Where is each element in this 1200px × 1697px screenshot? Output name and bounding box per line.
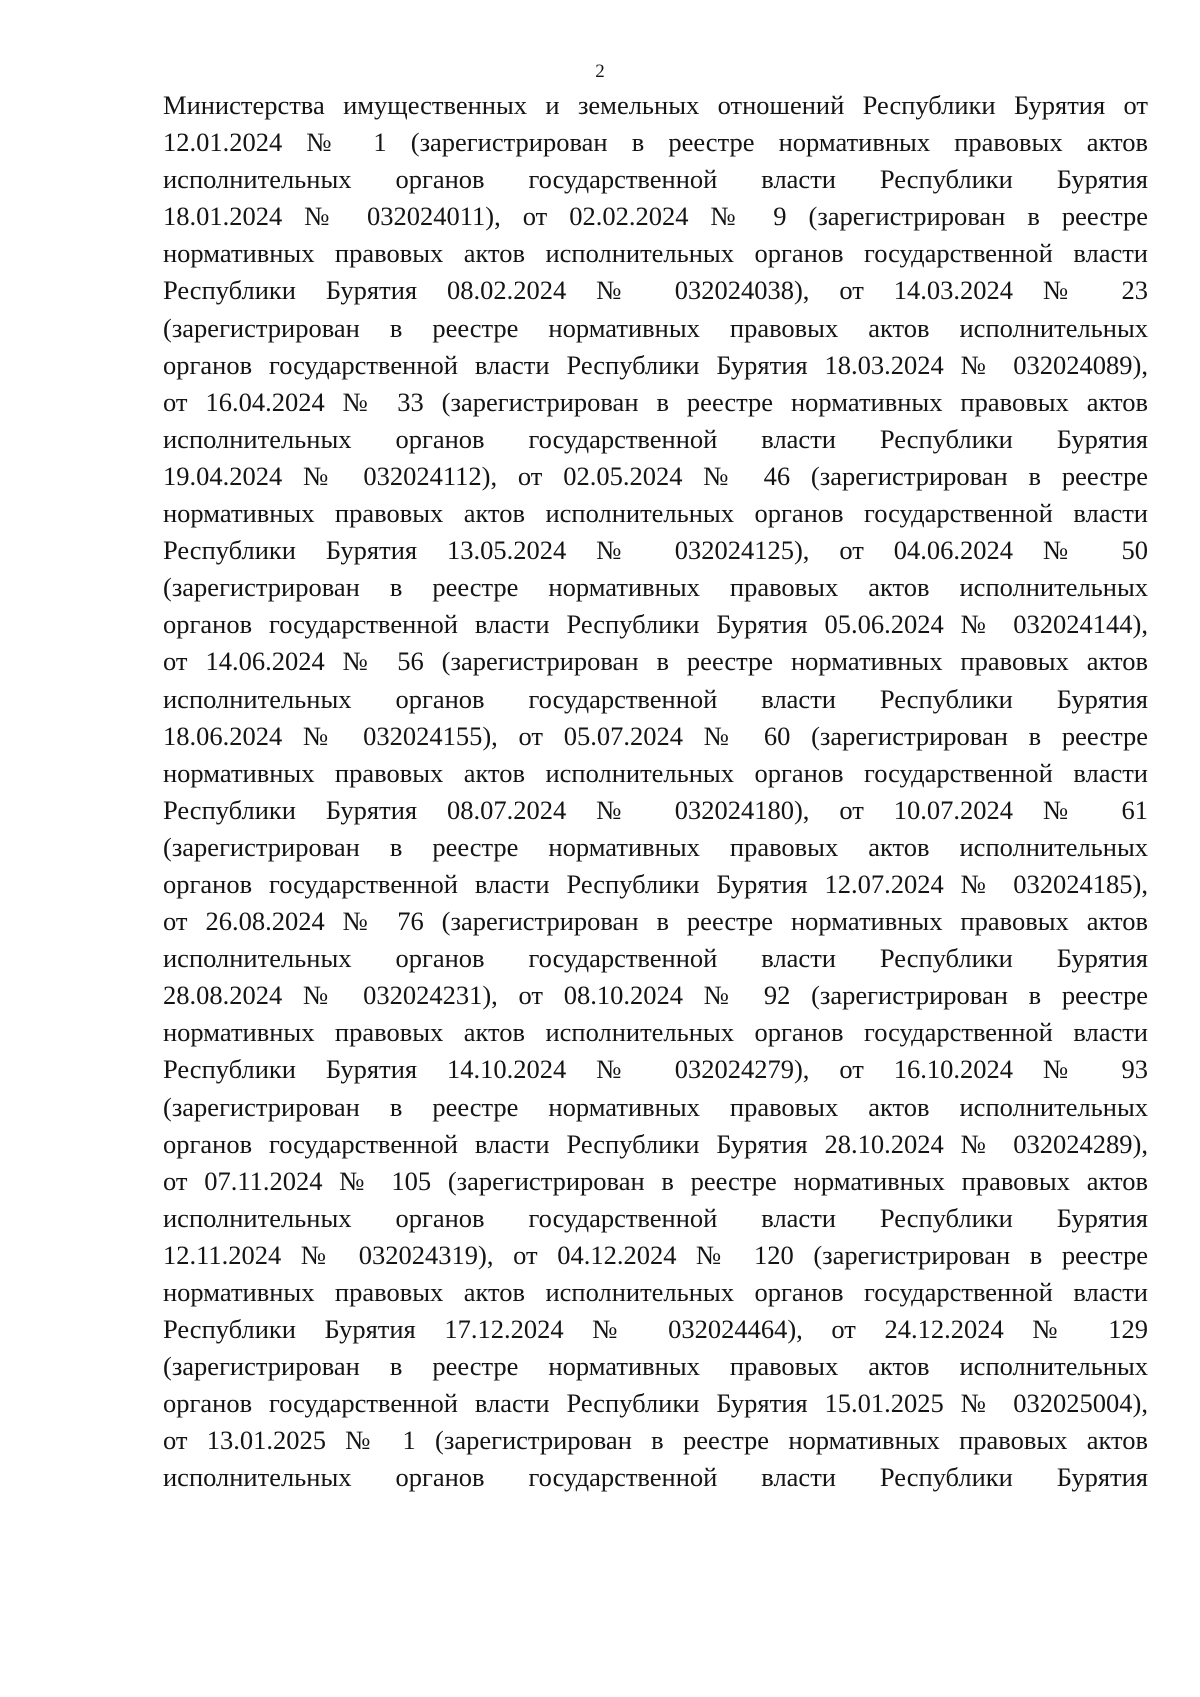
text-line: (зарегистрирован в реестре нормативных правовых актов исполнительных <box>163 1351 1148 1382</box>
text-line: Республики Бурятия 14.10.2024 № 032024279), от 16.10.2024 № 93 <box>163 1054 1148 1085</box>
text-line: исполнительных органов государственной власти Республики Бурятия <box>163 683 1148 714</box>
text-line: исполнительных органов государственной власти Республики Бурятия <box>163 423 1148 454</box>
text-line: 12.01.2024 № 1 (зарегистрирован в реестре нормативных правовых актов <box>163 127 1148 158</box>
text-line: органов государственной власти Республики Бурятия 05.06.2024 № 032024144), <box>163 609 1148 640</box>
text-line: исполнительных органов государственной власти Республики Бурятия <box>163 1202 1148 1233</box>
text-line: органов государственной власти Республики Бурятия 15.01.2025 № 032025004), <box>163 1388 1148 1419</box>
text-line: Республики Бурятия 08.07.2024 № 032024180), от 10.07.2024 № 61 <box>163 794 1148 825</box>
text-line: органов государственной власти Республики Бурятия 18.03.2024 № 032024089), <box>163 349 1148 380</box>
text-line: исполнительных органов государственной власти Республики Бурятия <box>163 943 1148 974</box>
text-line: от 07.11.2024 № 105 (зарегистрирован в реестре нормативных правовых актов <box>163 1165 1148 1196</box>
text-line: (зарегистрирован в реестре нормативных правовых актов исполнительных <box>163 831 1148 862</box>
text-line: от 16.04.2024 № 33 (зарегистрирован в реестре нормативных правовых актов <box>163 386 1148 417</box>
text-line: от 14.06.2024 № 56 (зарегистрирован в реестре нормативных правовых актов <box>163 646 1148 677</box>
text-line: Республики Бурятия 08.02.2024 № 032024038), от 14.03.2024 № 23 <box>163 275 1148 306</box>
page-number: 2 <box>595 61 605 82</box>
text-line: 18.06.2024 № 032024155), от 05.07.2024 № 60 (зарегистрирован в реестре <box>163 720 1148 751</box>
text-line: 19.04.2024 № 032024112), от 02.05.2024 № 46 (зарегистрирован в реестре <box>163 460 1148 491</box>
text-line: Республики Бурятия 13.05.2024 № 032024125), от 04.06.2024 № 50 <box>163 535 1148 566</box>
text-line: Министерства имущественных и земельных отношений Республики Бурятия от <box>163 90 1148 120</box>
text-line: 28.08.2024 № 032024231), от 08.10.2024 № 92 (зарегистрирован в реестре <box>163 980 1148 1011</box>
text-line: нормативных правовых актов исполнительных органов государственной власти <box>163 757 1148 788</box>
text-line: исполнительных органов государственной власти Республики Бурятия <box>163 1462 1148 1493</box>
text-line: 18.01.2024 № 032024011), от 02.02.2024 № 9 (зарегистрирован в реестре <box>163 201 1148 232</box>
text-line: (зарегистрирован в реестре нормативных правовых актов исполнительных <box>163 312 1148 343</box>
text-line: Республики Бурятия 17.12.2024 № 032024464), от 24.12.2024 № 129 <box>163 1314 1148 1345</box>
text-line: от 26.08.2024 № 76 (зарегистрирован в реестре нормативных правовых актов <box>163 906 1148 937</box>
text-line: нормативных правовых актов исполнительных органов государственной власти <box>163 1277 1148 1307</box>
body-text <box>163 87 1148 1497</box>
text-line: исполнительных органов государственной власти Республики Бурятия <box>163 164 1148 195</box>
text-line: органов государственной власти Республики Бурятия 28.10.2024 № 032024289), <box>163 1128 1148 1159</box>
text-line: нормативных правовых актов исполнительных органов государственной власти <box>163 498 1148 529</box>
text-line: нормативных правовых актов исполнительных органов государственной власти <box>163 1017 1148 1048</box>
text-line: от 13.01.2025 № 1 (зарегистрирован в реестре нормативных правовых актов <box>163 1425 1148 1456</box>
text-line: нормативных правовых актов исполнительных органов государственной власти <box>163 238 1148 269</box>
text-line: (зарегистрирован в реестре нормативных правовых актов исполнительных <box>163 572 1148 603</box>
text-line: органов государственной власти Республики Бурятия 12.07.2024 № 032024185), <box>163 868 1148 899</box>
text-line: (зарегистрирован в реестре нормативных правовых актов исполнительных <box>163 1091 1148 1122</box>
text-line: 12.11.2024 № 032024319), от 04.12.2024 № 120 (зарегистрирован в реестре <box>163 1239 1148 1270</box>
